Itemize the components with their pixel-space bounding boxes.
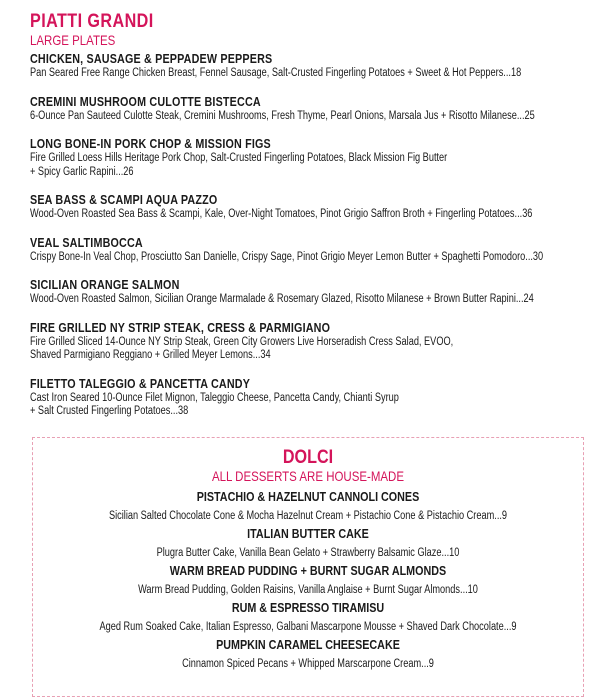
dolci-subtitle: ALL DESSERTS ARE HOUSE-MADE	[211, 468, 405, 484]
dessert-description: Plugra Butter Cake, Vanilla Bean Gelato + Strawberry Balsamic Glaze...10	[156, 547, 460, 559]
dessert-list	[33, 490, 583, 671]
menu-item-description: Fire Grilled Loess Hills Heritage Pork Chop, Salt-Crusted Fingerling Potatoes, Black Mission Fig Butter	[30, 152, 448, 164]
menu-item	[30, 137, 590, 179]
dessert-name: PUMPKIN CARAMEL CHEESECAKE	[216, 638, 400, 652]
menu-item-name: CHICKEN, SAUSAGE & PEPPADEW PEPPERS	[30, 52, 273, 66]
menu-item-list	[30, 52, 590, 419]
dessert-description: Cinnamon Spiced Pecans + Whipped Marscarpone Cream...9	[182, 658, 434, 670]
dessert-description: Sicilian Salted Chocolate Cone & Mocha Hazelnut Cream + Pistachio Cone & Pistachio Cream...9	[108, 510, 508, 522]
menu-item-description: + Spicy Garlic Rapini...26	[30, 165, 134, 178]
menu-item	[30, 236, 590, 265]
menu-item-description: Cast Iron Seared 10-Ounce Filet Mignon, Taleggio Cheese, Pancetta Candy, Chianti Syrup	[30, 391, 399, 404]
menu-item-name: LONG BONE-IN PORK CHOP & MISSION FIGS	[30, 137, 271, 151]
menu-item-name: SICILIAN ORANGE SALMON	[30, 278, 180, 292]
section-subtitle: LARGE PLATES	[30, 32, 116, 48]
menu-item	[30, 193, 590, 222]
menu-item	[30, 278, 590, 307]
menu-item	[30, 377, 590, 419]
dessert-item	[33, 638, 583, 671]
dessert-name: RUM & ESPRESSO TIRAMISU	[231, 601, 385, 615]
menu-item-name: FIRE GRILLED NY STRIP STEAK, CRESS & PARMIGIANO	[30, 320, 331, 335]
dessert-item	[33, 527, 583, 560]
dessert-description: Aged Rum Soaked Cake, Italian Espresso, Galbani Mascarpone Mousse + Shaved Dark Chocolate...9	[99, 621, 517, 633]
dessert-name: WARM BREAD PUDDING + BURNT SUGAR ALMONDS	[169, 564, 447, 578]
menu-item	[30, 52, 590, 81]
menu-item-description: Pan Seared Free Range Chicken Breast, Fennel Sausage, Salt-Crusted Fingerling Potatoes + Sweet & Hot Peppers...18	[30, 67, 522, 79]
menu-item-description: + Salt Crusted Fingerling Potatoes...38	[30, 405, 189, 417]
section-title: PIATTI GRANDI	[30, 11, 154, 32]
main-menu-section	[30, 12, 590, 419]
dessert-item	[33, 601, 583, 634]
dessert-item	[33, 490, 583, 523]
dessert-name: PISTACHIO & HAZELNUT CANNOLI CONES	[196, 490, 420, 504]
dessert-item	[33, 564, 583, 597]
menu-item-description: Crispy Bone-In Veal Chop, Prosciutto San Danielle, Crispy Sage, Pinot Grigio Meyer Lemon Butter + Spaghetti Pomodoro...30	[30, 250, 544, 263]
dolci-title: DOLCI	[282, 447, 334, 468]
dessert-name: ITALIAN BUTTER CAKE	[247, 527, 369, 541]
menu-item-description: Wood-Oven Roasted Salmon, Sicilian Orange Marmalade & Rosemary Glazed, Risotto Milanese + Brown Butter Rapini...24	[30, 293, 534, 305]
menu-item-description: Wood-Oven Roasted Sea Bass & Scampi, Kale, Over-Night Tomatoes, Pinot Grigio Saffron Broth + Fingerling Potatoes...36	[30, 208, 533, 220]
dolci-section	[32, 437, 584, 697]
menu-item-description: 6-Ounce Pan Sauteed Culotte Steak, Cremini Mushrooms, Fresh Thyme, Pearl Onions, Marsala Jus + Risotto Milanese...25	[30, 109, 535, 122]
menu-item-description: Fire Grilled Sliced 14-Ounce NY Strip Steak, Green City Growers Live Horseradish Cress Salad, EVOO,	[30, 335, 454, 348]
menu-item-name: CREMINI MUSHROOM CULOTTE BISTECCA	[30, 94, 261, 109]
menu-item-description: Shaved Parmigiano Reggiano + Grilled Meyer Lemons...34	[30, 349, 271, 361]
dessert-description: Warm Bread Pudding, Golden Raisins, Vanilla Anglaise + Burnt Sugar Almonds...10	[138, 584, 478, 596]
menu-item	[30, 321, 590, 363]
menu-item	[30, 95, 590, 124]
menu-item-name: SEA BASS & SCAMPI AQUA PAZZO	[30, 193, 218, 207]
menu-item-name: FILETTO TALEGGIO & PANCETTA CANDY	[30, 376, 251, 391]
menu-item-name: VEAL SALTIMBOCCA	[30, 235, 143, 250]
